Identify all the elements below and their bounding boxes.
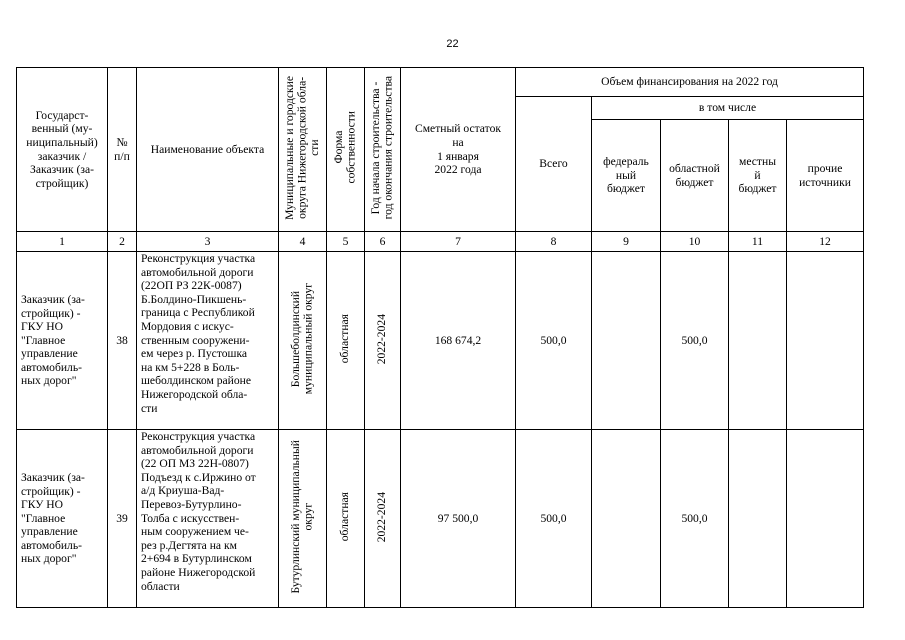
header-num: № п/п (108, 68, 137, 232)
header-years-text: Год начала строительства - год окончания строительства (369, 76, 395, 220)
row-federal (592, 430, 661, 608)
row-regional: 500,0 (661, 430, 729, 608)
row-other (787, 430, 864, 608)
row-num: 39 (108, 430, 137, 608)
column-number: 9 (592, 232, 661, 252)
header-estimate: Сметный остаток на 1 января 2022 года (401, 68, 516, 232)
table-row (17, 430, 864, 608)
column-number: 5 (327, 232, 365, 252)
column-number: 3 (137, 232, 279, 252)
row-total: 500,0 (516, 252, 592, 430)
row-num: 38 (108, 252, 137, 430)
header-total: Всего (516, 97, 592, 232)
header-years (365, 68, 401, 232)
column-number: 7 (401, 232, 516, 252)
row-local (729, 430, 787, 608)
row-object: Реконструкция участка автомобильной дороги (22 ОП МЗ 22Н-0807) Подъезд к с.Иржино от а/д Криуша-Вад- Перевоз-Бутурлино- Толба с искусствен- ным сооружением че- рез р.Дегтята на км 2+694 в Бутурлинском районе Нижегородской области (137, 430, 279, 608)
header-customer: Государст- венный (му- ниципальный) заказчик / Заказчик (за- стройщик) (17, 68, 108, 232)
row-other (787, 252, 864, 430)
row-local (729, 252, 787, 430)
column-number: 4 (279, 232, 327, 252)
row-estimate: 97 500,0 (401, 430, 516, 608)
row-customer: Заказчик (за- стройщик) - ГКУ НО "Главное управление автомобиль- ных дорог" (17, 430, 108, 608)
table-row (17, 252, 864, 430)
row-district (279, 252, 327, 430)
page-number: 22 (446, 38, 459, 50)
row-object: Реконструкция участка автомобильной дороги (22ОП РЗ 22К-0087) Б.Болдино-Пикшень- граница с Республикой Мордовия с искус- ственным сооружени- ем через р. Пустошка на км 5+228 в Боль- шеболдинском районе Нижегородской обла- сти (137, 252, 279, 430)
header-financing: Объем финансирования на 2022 год (516, 68, 864, 97)
header-other: прочие источники (787, 120, 864, 232)
row-ownership (327, 252, 365, 430)
row-federal (592, 252, 661, 430)
row-regional: 500,0 (661, 252, 729, 430)
row-ownership-text: областная (338, 314, 352, 364)
header-local: местны й бюджет (729, 120, 787, 232)
header-ownership (327, 68, 365, 232)
column-number: 12 (787, 232, 864, 252)
header-object-name: Наименование объекта (137, 68, 279, 232)
column-number: 2 (108, 232, 137, 252)
column-number: 1 (17, 232, 108, 252)
column-number: 11 (729, 232, 787, 252)
row-total: 500,0 (516, 430, 592, 608)
row-district (279, 430, 327, 608)
row-years (365, 430, 401, 608)
row-district-text: Большеболдинский муниципальный округ (289, 283, 315, 395)
financing-table (16, 67, 864, 608)
row-customer: Заказчик (за- стройщик) - ГКУ НО "Главное управление автомобиль- ных дорог" (17, 252, 108, 430)
column-number-row (17, 232, 864, 252)
row-years (365, 252, 401, 430)
header-district (279, 68, 327, 232)
row-district-text: Бутурлинский муниципальный округ (289, 439, 315, 594)
header-regional: областной бюджет (661, 120, 729, 232)
row-years-text: 2022-2024 (375, 313, 389, 364)
header-district-text: Муниципальные и городские округа Нижегородской обла- сти (282, 75, 321, 220)
header-including: в том числе (592, 97, 864, 120)
header-ownership-text: Форма собственности (332, 111, 358, 184)
column-number: 6 (365, 232, 401, 252)
row-ownership (327, 430, 365, 608)
header-federal: федераль ный бюджет (592, 120, 661, 232)
header-row-1 (17, 68, 864, 97)
row-ownership-text: областная (338, 492, 352, 542)
column-number: 8 (516, 232, 592, 252)
row-years-text: 2022-2024 (375, 491, 389, 542)
row-estimate: 168 674,2 (401, 252, 516, 430)
column-number: 10 (661, 232, 729, 252)
